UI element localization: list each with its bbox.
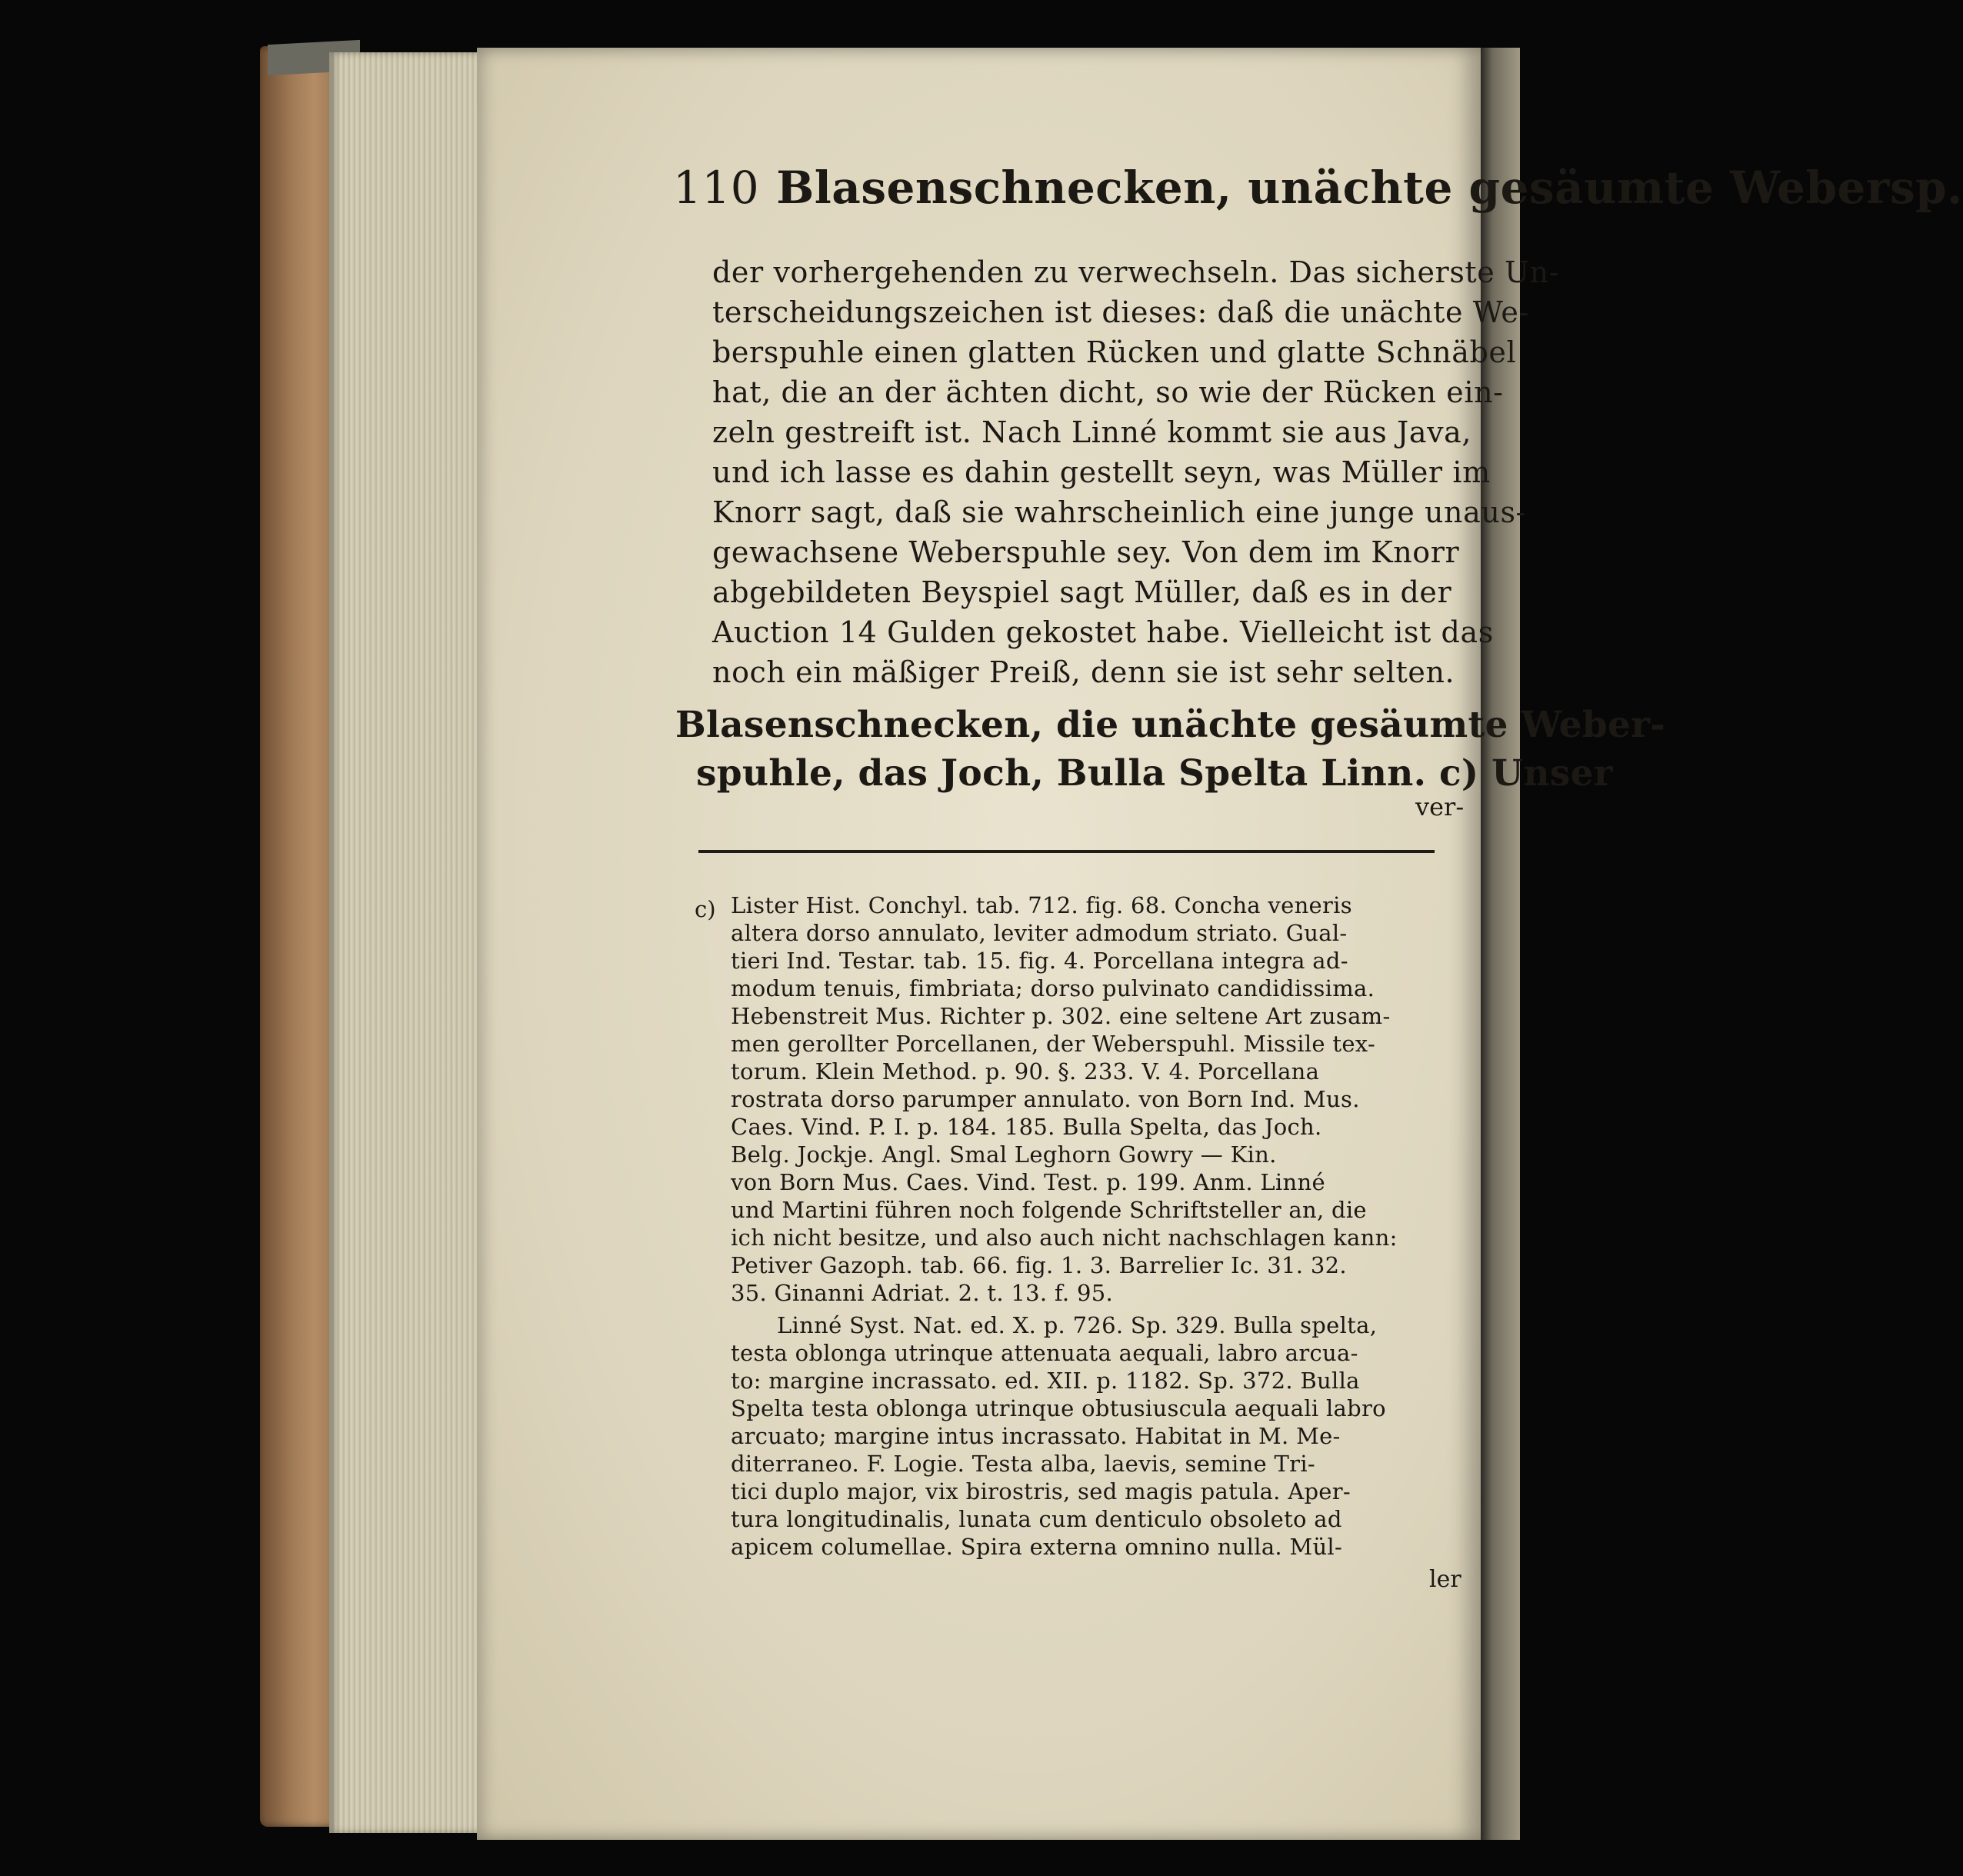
running-title: Blasenschnecken, unächte gesäumte Webersp. (776, 162, 1963, 214)
page-edges (329, 52, 483, 1833)
body-line: gewachsene Weberspuhle sey. Von dem im Knorr (712, 535, 1460, 569)
footnote-line: tura longitudinalis, lunata cum denticulo obsoleto ad (731, 1506, 1342, 1532)
footnote-line: und Martini führen noch folgende Schriftsteller an, die (731, 1197, 1367, 1223)
body-line: Auction 14 Gulden gekostet habe. Vielleicht ist das (712, 615, 1494, 649)
footnote-line: Petiver Gazoph. tab. 66. fig. 1. 3. Barrelier Ic. 31. 32. (731, 1252, 1347, 1278)
body-line: und ich lasse es dahin gestellt seyn, was Müller im (712, 455, 1491, 489)
footnote-line: Belg. Jockje. Angl. Smal Leghorn Gowry — Kin. (731, 1141, 1277, 1168)
footnote-line: 35. Ginanni Adriat. 2. t. 13. f. 95. (731, 1280, 1113, 1306)
footnote-line: modum tenuis, fimbriata; dorso pulvinato candidissima. (731, 975, 1375, 1001)
page-number: 110 (673, 162, 760, 214)
footnote-line: men gerollter Porcellanen, der Weberspuhl. Missile tex- (731, 1031, 1376, 1057)
footnote-line: testa oblonga utrinque attenuata aequali, labro arcua- (731, 1340, 1358, 1366)
body-line: terscheidungszeichen ist dieses: daß die unächte We- (712, 295, 1529, 329)
footnote-line: arcuato; margine intus incrassato. Habitat in M. Me- (731, 1423, 1341, 1449)
footnote-line: Hebenstreit Mus. Richter p. 302. eine seltene Art zusam- (731, 1003, 1391, 1029)
running-header (673, 162, 1963, 214)
entry-heading-line-2: spuhle, das Joch, Bulla Spelta Linn. c) Unser (696, 752, 1613, 795)
footnote-line: Spelta testa oblonga utrinque obtusiuscula aequali labro (731, 1395, 1386, 1421)
entry-heading-line-1: Blasenschnecken, die unächte gesäumte Weber- (675, 704, 1666, 746)
footnote-line: ich nicht besitze, und also auch nicht nachschlagen kann: (731, 1225, 1398, 1251)
body-line: abgebildeten Beyspiel sagt Müller, daß es in der (712, 575, 1452, 609)
footnote-line: altera dorso annulato, leviter admodum striato. Gual- (731, 920, 1348, 946)
footnote-line: rostrata dorso parumper annulato. von Born Ind. Mus. (731, 1086, 1360, 1112)
footnote-line: apicem columellae. Spira externa omnino nulla. Mül- (731, 1534, 1343, 1560)
footnote-line: Linné Syst. Nat. ed. X. p. 726. Sp. 329. Bulla spelta, (777, 1312, 1378, 1338)
footnote-line: von Born Mus. Caes. Vind. Test. p. 199. Anm. Linné (731, 1169, 1325, 1195)
body-line: berspuhle einen glatten Rücken und glatte Schnäbel (712, 335, 1517, 369)
catchword: ver- (1415, 792, 1465, 821)
body-line: der vorhergehenden zu verwechseln. Das sicherste Un- (712, 255, 1560, 289)
footnote-label: c) (695, 896, 716, 922)
body-line: Knorr sagt, daß sie wahrscheinlich eine junge unaus- (712, 495, 1526, 529)
footnote-line: to: margine incrassato. ed. XII. p. 1182. Sp. 372. Bulla (731, 1368, 1360, 1394)
footnote-line: tici duplo major, vix birostris, sed magis patula. Aper- (731, 1478, 1351, 1504)
footnote-line: diterraneo. F. Logie. Testa alba, laevis, semine Tri- (731, 1451, 1316, 1477)
footnote-line: tieri Ind. Testar. tab. 15. fig. 4. Porcellana integra ad- (731, 948, 1348, 974)
footnote-catchword: ler (1429, 1566, 1461, 1593)
footnote-line: Caes. Vind. P. I. p. 184. 185. Bulla Spelta, das Joch. (731, 1114, 1322, 1140)
body-line: noch ein mäßiger Preiß, denn sie ist sehr selten. (712, 655, 1455, 689)
footnote-rule (698, 850, 1435, 853)
footnote-line: Lister Hist. Conchyl. tab. 712. fig. 68. Concha veneris (731, 892, 1352, 918)
body-line: hat, die an der ächten dicht, so wie der Rücken ein- (712, 375, 1504, 409)
body-line: zeln gestreift ist. Nach Linné kommt sie aus Java, (712, 415, 1472, 449)
footnote-line: torum. Klein Method. p. 90. §. 233. V. 4. Porcellana (731, 1058, 1320, 1085)
